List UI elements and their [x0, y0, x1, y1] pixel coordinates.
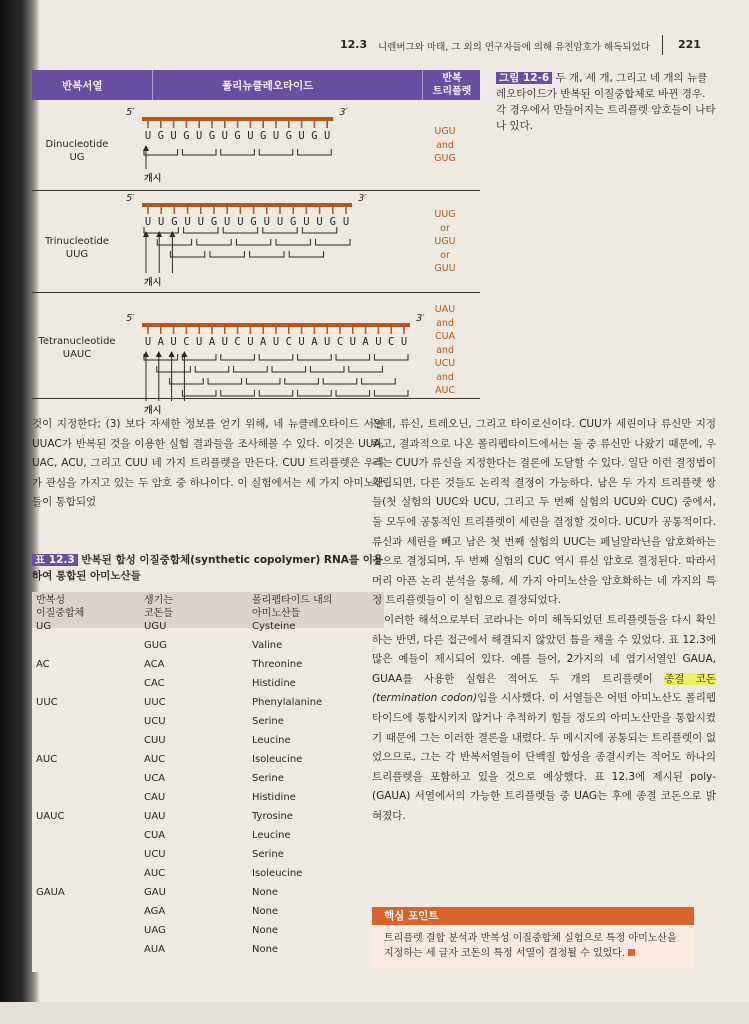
start-label: 개시 [144, 174, 162, 184]
cell-aminoacid: Histidine [252, 678, 296, 689]
start-label: 개시 [144, 278, 162, 288]
start-arrow-head [156, 231, 162, 237]
start-arrow-head [169, 231, 175, 237]
table-row [32, 732, 384, 751]
figure-header [32, 70, 480, 100]
header-polynucleotide: 폴리뉴클레오타이드 [222, 80, 314, 92]
nucleotide-letter: G [210, 216, 218, 228]
codon-bracket [259, 354, 293, 360]
codon-bracket [144, 149, 178, 155]
nucleotide-letter: C [234, 336, 241, 348]
cell-codon: CAC [144, 678, 165, 689]
cell-codon: UAG [144, 925, 166, 936]
nucleotide-letter: U [303, 216, 310, 228]
header-separator [152, 70, 153, 100]
header-triplet: 반복 트리플렛 [432, 73, 472, 97]
figure-row-divider [32, 398, 480, 399]
three-prime-label: 3′ [416, 313, 425, 324]
cell-aminoacid: Phenylalanine [252, 697, 323, 708]
codon-bracket [208, 378, 242, 384]
figure-row-divider [32, 190, 480, 191]
rna-backbone [142, 117, 333, 121]
table-row [32, 675, 384, 694]
cell-codon: UCU [144, 716, 166, 727]
cell-aminoacid: Leucine [252, 830, 291, 841]
codon-bracket [246, 378, 280, 384]
table-title-text: 반복된 합성 이질중합체(synthetic copolymer) RNA를 이용하여 통합된 아미노산들 [32, 554, 383, 582]
nucleotide-letter: C [183, 336, 190, 348]
cell-aminoacid: Histidine [252, 792, 296, 803]
codon-bracket [276, 239, 310, 245]
table-row [32, 941, 384, 960]
cell-copolymer: AC [36, 659, 50, 670]
start-arrow-head [143, 231, 149, 237]
section-number: 12.3 [340, 38, 368, 51]
nucleotide-letter: G [171, 216, 178, 228]
codon-bracket [182, 149, 216, 155]
codon-bracket [195, 366, 229, 372]
key-point-title: 핵심 포인트 [372, 907, 694, 925]
highlighted-term: 종결 코돈 [664, 672, 716, 685]
codon-bracket [157, 239, 191, 245]
cell-aminoacid: None [252, 944, 279, 955]
cell-codon: AGA [144, 906, 166, 917]
table-row [32, 808, 384, 827]
cell-codon: AUA [144, 944, 166, 955]
nucleotide-letter: U [400, 336, 408, 348]
start-arrow-head [181, 351, 187, 357]
header-divider [662, 35, 663, 55]
figure-caption [496, 70, 716, 134]
table-title [32, 552, 384, 584]
codon-bracket [323, 378, 357, 384]
table-header-aminoacids: 폴리펩타이드 내의 아미노산들 [252, 595, 333, 619]
start-arrow-head [156, 351, 162, 357]
cell-codon: AUC [144, 754, 166, 765]
figure-row-divider [32, 292, 480, 293]
cell-aminoacid: Valine [252, 640, 283, 651]
codon-bracket [374, 390, 408, 396]
codon-bracket [182, 354, 216, 360]
cell-aminoacid: None [252, 906, 279, 917]
cell-codon: UCA [144, 773, 166, 784]
codon-bracket [170, 378, 204, 384]
page-number: 221 [678, 38, 701, 51]
nucleotide-letter: U [170, 336, 177, 348]
codon-bracket [221, 390, 255, 396]
nucleotide-letter: A [362, 336, 369, 348]
three-prime-label: 3′ [358, 193, 367, 204]
nucleotide-letter: G [208, 130, 216, 142]
triplets-dinucleotide: UGU and GUG [434, 126, 456, 164]
codon-bracket [302, 227, 336, 233]
table-row [32, 751, 384, 770]
cell-copolymer: UAUC [36, 811, 65, 822]
cell-codon: UAU [144, 811, 166, 822]
nucleotide-letter: U [375, 336, 382, 348]
codon-bracket [310, 366, 344, 372]
codon-bracket [221, 354, 255, 360]
table-row [32, 846, 384, 865]
key-point-text: 트리플렛 결합 분석과 반복성 이질중합체 실험으로 특정 아미노산을 지정하는 세 글자 코돈의 특정 서열이 결정될 수 있었다. [384, 933, 677, 959]
term-english: (termination codon) [372, 692, 478, 705]
cell-codon: CUU [144, 735, 166, 746]
start-label: 개시 [144, 406, 162, 416]
codon-bracket [263, 227, 297, 233]
table-row [32, 713, 384, 732]
nucleotide-letter: U [247, 336, 254, 348]
table-row [32, 618, 384, 637]
codon-bracket [221, 149, 255, 155]
right-paragraph-1: 는데, 류신, 트레오닌, 그리고 타이로신이다. CUU가 세린이나 류신만 지정하고, 결과적으로 나온 폴리펩타이드에서는 둘 중 류신만 나왔기 때문에, 우리는 CUU가 류신을 지정한다는 결론에 도달할 수 있다. 일단 이런 결정법이 확립되면, 다른 것들도 논리적 결정이 가능하다. 남은 두 가지 트리플렛 쌍들(첫 실험의 UUC와 UCU, 그리고 두 번째 실험의 UCU와 CUC) 중에서, 둘 모두에 공통적인 트리플렛이 세린을 결정할 것이다. UCU가 공통적이다. 류신과 세린을 빼고 남은 첫 번째 실험의 UUC는 페닐알라닌을 암호화하는 것으로 결정되며, 두 번째 실험의 CUC 역시 류신 암호로 결정된다. 따라서 머리 아픈 논리 분석을 통해, 세 가지 아미노산을 암호화하는 네 가지의 특정 트리플렛들이 이 실험으로 결정되었다. [372, 418, 716, 607]
codon-bracket [272, 366, 306, 372]
codon-bracket [259, 149, 293, 155]
nucleotide-letter: G [234, 130, 241, 142]
cell-codon: GUG [144, 640, 167, 651]
five-prime-label: 5′ [126, 107, 135, 118]
cell-codon: GAU [144, 887, 166, 898]
left-paragraph: 것이 지정한다; (3) 보다 자세한 정보를 얻기 위해, 네 뉴클레오타이드 서열 UUAC가 반복된 것을 이용한 실험 결과들을 조사해볼 수 있다. 이것은 UUA, UAC, ACU, 그리고 CUU 네 가지 트리플렛을 만든다. CUU 트리플렛은 우리가 관심을 가지고 있는 두 암호 중 하나이다. 이 실험에서는 세 가지 아미노산들이 통합되었 [32, 418, 384, 509]
table-row [32, 789, 384, 808]
codon-bracket [298, 390, 332, 396]
codon-bracket [285, 378, 319, 384]
table-row [32, 865, 384, 884]
codon-bracket [210, 251, 244, 257]
table-row [32, 903, 384, 922]
cell-codon: CUA [144, 830, 166, 841]
nucleotide-letter: U [272, 336, 280, 348]
table-row [32, 694, 384, 713]
page-bottom-edge [0, 1002, 749, 1024]
section-title: 니렌버그와 마태, 그 외의 연구자들에 의해 유전암호가 해독되었다 [378, 42, 650, 53]
cell-aminoacid: Serine [252, 773, 284, 784]
table-header-copolymer: 반복성 이질중합체 [36, 595, 85, 619]
right-column [372, 415, 716, 826]
nucleotide-letter: A [260, 336, 267, 348]
cell-aminoacid: None [252, 925, 279, 936]
key-point-box [372, 907, 694, 969]
cell-copolymer: AUC [36, 754, 58, 765]
table-12-3 [32, 592, 384, 972]
cell-codon: UCU [144, 849, 166, 860]
cell-copolymer: UUC [36, 697, 58, 708]
nucleotide-letter: G [183, 130, 190, 142]
header-repeat: 반복서열 [62, 80, 103, 92]
table-row [32, 656, 384, 675]
codon-bracket [362, 378, 396, 384]
right-paragraph-2-end: 임을 시사했다. 이 서열들은 어떤 아미노산도 폴리펩타이드에 통합시키지 않거나 추적하기 힘들 정도의 아미노산만을 통합시켰기 때문에 그는 이러한 결론을 내렸다. 두 메시지에 공통되는 트리플렛이 없었으므로, 그는 각 반복서열들이 단백질 합성을 종결시키는 적어도 하나의 트리플렛을 포함하고 있을 것으로 예상했다. 표 12.3에 제시된 poly-(GAUA) 서열에서의 가능한 트리플렛들 중 UAG는 후에 종결 코돈으로 밝혀졌다. [372, 692, 716, 822]
triplets-trinucleotide: UUG or UGU or GUU [434, 209, 456, 274]
nucleotide-letter: A [311, 336, 318, 348]
codon-bracket [184, 227, 218, 233]
codon-bracket [250, 251, 284, 257]
header-separator [422, 70, 423, 100]
codon-bracket [144, 354, 178, 360]
nucleotide-letter: U [224, 216, 231, 228]
nucleotide-letter: U [221, 130, 228, 142]
row-label-dinucleotide: Dinucleotide UG [45, 139, 109, 163]
nucleotide-letter: C [336, 336, 344, 348]
nucleotide-letter: G [290, 216, 297, 228]
cell-aminoacid: Tyrosine [252, 811, 293, 822]
nucleotide-letter: U [324, 336, 331, 348]
codon-bracket [144, 227, 178, 233]
nucleotide-letter: G [157, 130, 164, 142]
codon-bracket [223, 227, 257, 233]
codon-bracket [336, 354, 370, 360]
right-paragraph-2-start: 이러한 해석으로부터 코라나는 이미 해독되었던 트리플렛들을 다시 확인하는 반면, 다른 접근에서 해결되지 않았던 틈을 채울 수 있었다. 표 12.3에 많은 예들이 제시되어 있다. 예를 들어, 2가지의 네 염기서열인 GAUA, GUAA를 사용한 실험은 적어도 두 개의 트리플렛이 [372, 613, 716, 685]
cell-aminoacid: Serine [252, 849, 284, 860]
table-row [32, 884, 384, 903]
cell-codon: CAU [144, 792, 166, 803]
codon-bracket [259, 390, 293, 396]
cell-copolymer: GAUA [36, 887, 65, 898]
table-row [32, 637, 384, 656]
cell-aminoacid: Isoleucine [252, 868, 303, 879]
nucleotide-letter: U [276, 216, 284, 228]
right-paragraph-2 [372, 611, 716, 827]
nucleotide-letter: U [144, 130, 152, 142]
end-square-icon [628, 949, 635, 956]
nucleotide-letter: U [197, 216, 204, 228]
cell-aminoacid: None [252, 887, 279, 898]
five-prime-label: 5′ [126, 313, 135, 324]
codon-bracket [236, 239, 270, 245]
nucleotide-letter: U [184, 216, 191, 228]
nucleotide-letter: U [349, 336, 356, 348]
cell-codon: UGU [144, 621, 167, 632]
codon-bracket [289, 251, 323, 257]
nucleotide-letter: A [157, 336, 164, 348]
nucleotide-letter: C [285, 336, 292, 348]
running-head [340, 38, 700, 54]
codon-bracket [170, 251, 204, 257]
cell-copolymer: UG [36, 621, 52, 632]
nucleotide-letter: U [263, 216, 270, 228]
nucleotide-letter: G [250, 216, 257, 228]
cell-aminoacid: Isoleucine [252, 754, 303, 765]
start-arrow-head [143, 351, 149, 357]
cell-aminoacid: Threonine [252, 659, 303, 670]
nucleotide-letter: U [316, 216, 323, 228]
cell-codon: ACA [144, 659, 165, 670]
codon-bracket [336, 390, 370, 396]
nucleotide-letter: U [272, 130, 280, 142]
codon-bracket [349, 366, 383, 372]
nucleotide-letter: U [144, 216, 152, 228]
codon-bracket [157, 366, 191, 372]
nucleotide-letter: U [221, 336, 228, 348]
start-arrow-head [169, 351, 175, 357]
nucleotide-letter: U [298, 130, 305, 142]
nucleotide-letter: G [311, 130, 318, 142]
table-badge: 표 12.3 [32, 554, 78, 566]
rna-backbone [142, 323, 410, 327]
nucleotide-letter: G [329, 216, 336, 228]
nucleotide-letter: A [208, 336, 216, 348]
five-prime-label: 5′ [126, 193, 135, 204]
codon-bracket [197, 239, 231, 245]
nucleotide-letter: C [388, 336, 395, 348]
row-label-trinucleotide: Trinucleotide UUG [45, 236, 109, 260]
cell-aminoacid: Cysteine [252, 621, 296, 632]
nucleotide-letter: G [285, 130, 292, 142]
cell-codon: AUC [144, 868, 166, 879]
table-header-codons: 생기는 코돈들 [144, 595, 173, 619]
nucleotide-letter: U [144, 336, 152, 348]
key-point-body [372, 925, 694, 969]
nucleotide-letter: G [260, 130, 267, 142]
nucleotide-letter: U [247, 130, 254, 142]
codon-bracket [374, 354, 408, 360]
start-arrow-head [143, 145, 149, 151]
nucleotide-letter: U [196, 130, 203, 142]
codon-bracket [316, 239, 350, 245]
rna-backbone [142, 203, 352, 207]
cell-aminoacid: Serine [252, 716, 284, 727]
cell-aminoacid: Leucine [252, 735, 291, 746]
nucleotide-letter: U [158, 216, 165, 228]
nucleotide-letter: U [170, 130, 177, 142]
codon-bracket [298, 149, 332, 155]
three-prime-label: 3′ [339, 107, 348, 118]
figure-caption-text: 두 개, 세 개, 그리고 네 개의 뉴클레오타이드가 반복된 이질중합체로 바뀐 경우. 각 경우에서 만들어지는 트리플렛 암호들이 나타나 있다. [496, 72, 716, 132]
table-row [32, 922, 384, 941]
row-label-tetranucleotide: Tetranucleotide UAUC [38, 336, 116, 360]
codon-bracket [182, 390, 216, 396]
left-column [32, 415, 384, 513]
nucleotide-letter: U [342, 216, 350, 228]
nucleotide-letter: U [324, 130, 331, 142]
table-row [32, 770, 384, 789]
table-row [32, 827, 384, 846]
figure-caption-badge: 그림 12-6 [496, 72, 552, 84]
nucleotide-letter: U [196, 336, 203, 348]
cell-codon: UUC [144, 697, 166, 708]
codon-bracket [234, 366, 268, 372]
nucleotide-letter: U [237, 216, 244, 228]
codon-bracket [298, 354, 332, 360]
nucleotide-letter: U [298, 336, 305, 348]
triplets-tetranucleotide: UAU and CUA and UCU and AUC [434, 304, 456, 396]
